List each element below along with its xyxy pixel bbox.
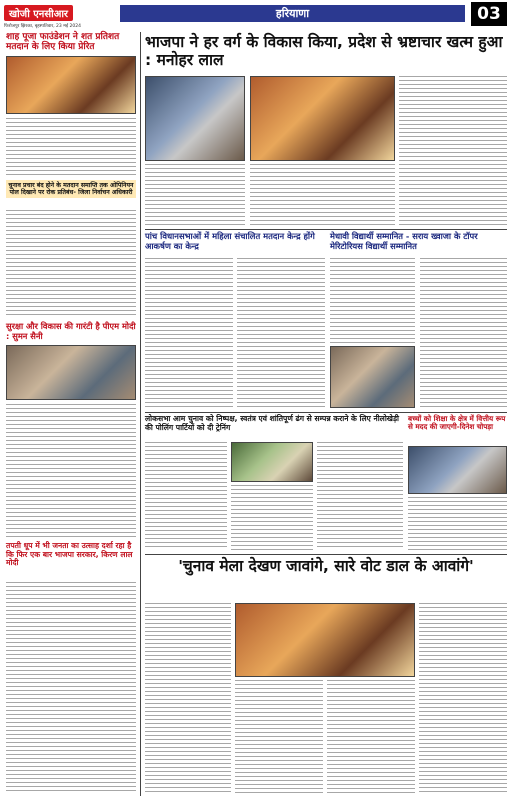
body-chunav-4	[419, 603, 507, 795]
section-title: हरियाणा	[120, 5, 465, 22]
body-bachcho	[408, 497, 507, 550]
photo-loksabha	[231, 442, 313, 482]
headline-tapti: तपती धूप में भी जनता का उत्साह दर्शा रहा है कि फिर एक बार भाजपा सरकार, किरण लाल मोदी	[6, 541, 133, 568]
headline-ineld: चुनाव प्रचार बंद होने के मतदान समाप्ति तक ओपिनियन पोल दिखाने पर रोक प्रतिबंध- जिला निर्वाचन अधिकारी	[6, 180, 136, 198]
photo-bachcho	[408, 446, 507, 494]
body-bhajpa-col2	[250, 164, 395, 226]
body-chunav-3	[327, 680, 415, 795]
page-number: 03	[471, 2, 507, 26]
photo-suraksha	[6, 345, 136, 400]
headline-bachcho: बच्चों को शिक्षा के क्षेत्र में वित्तीय रूप से मदद की जाएगी-दिनेश चोपड़ा	[408, 414, 506, 432]
photo-chunav-mela	[235, 603, 415, 677]
horizontal-rule-3	[145, 554, 507, 555]
body-paanch-2	[237, 258, 325, 408]
photo-rally	[250, 76, 395, 161]
body-tapti	[6, 582, 136, 794]
headline-loksabha: लोकसभा आम चुनाव को निष्पक्ष, स्वतंत्र एवं शांतिपूर्ण ढंग से सम्पन्न कराने के लिए नीलोखेड़ी की पोलिंग पार्टियों को दी ट्रेनिंग	[145, 414, 400, 432]
headline-chunav-mela: 'चुनाव मेला देखण जावांगे, सारे वोट डाल के आवांगे'	[178, 557, 474, 575]
body-paanch-1	[145, 258, 233, 408]
body-suraksha	[6, 404, 136, 538]
photo-manohar-lal	[145, 76, 245, 161]
masthead	[0, 0, 511, 30]
headline-medhavi: मेधावी विद्यार्थी सम्मानित - सराय ख्वाजा के टॉपर मेरिटोरियस विद्यार्थी सम्मानित	[330, 231, 478, 251]
horizontal-rule-2	[145, 412, 507, 413]
edition-info: फिरोजपुर झिरका, बृहस्पतिवार, 23 मई 2024	[4, 24, 82, 29]
headline-shah-pooja: शाह पूजा फाउंडेशन ने शत प्रतिशत मतदान के लिए किया प्रेरित	[6, 32, 120, 53]
body-loksabha-2	[231, 485, 313, 550]
body-bhajpa-col1	[145, 164, 245, 226]
body-medhavi-2	[420, 258, 507, 343]
body-chunav-2	[235, 680, 323, 795]
body-medhavi-1	[330, 258, 415, 343]
body-bhajpa-col3	[399, 76, 507, 226]
headline-bhajpa-main: भाजपा ने हर वर्ग के विकास किया, प्रदेश से भ्रष्टाचार खत्म हुआ : मनोहर लाल	[145, 33, 503, 69]
body-loksabha-1	[145, 442, 227, 550]
body-loksabha-3	[317, 442, 403, 550]
body-medhavi-3	[420, 346, 507, 408]
body-ineld	[6, 210, 136, 318]
horizontal-rule-1	[145, 229, 507, 230]
body-chunav-1	[145, 603, 231, 795]
masthead-left	[4, 2, 114, 28]
newspaper-logo: खोजी एनसीआर	[4, 5, 73, 21]
headline-suraksha: सुरक्षा और विकास की गारंटी है पीएम मोदी : सुमन सैनी	[6, 321, 136, 341]
photo-shah-pooja	[6, 56, 136, 114]
photo-medhavi-1	[330, 346, 415, 408]
body-shah-pooja	[6, 118, 136, 176]
headline-paanch: पांच विधानसभाओं में महिला संचालित मतदान केन्द्र होंगे आकर्षण का केन्द्र	[145, 231, 315, 251]
column-divider-left	[140, 32, 141, 796]
